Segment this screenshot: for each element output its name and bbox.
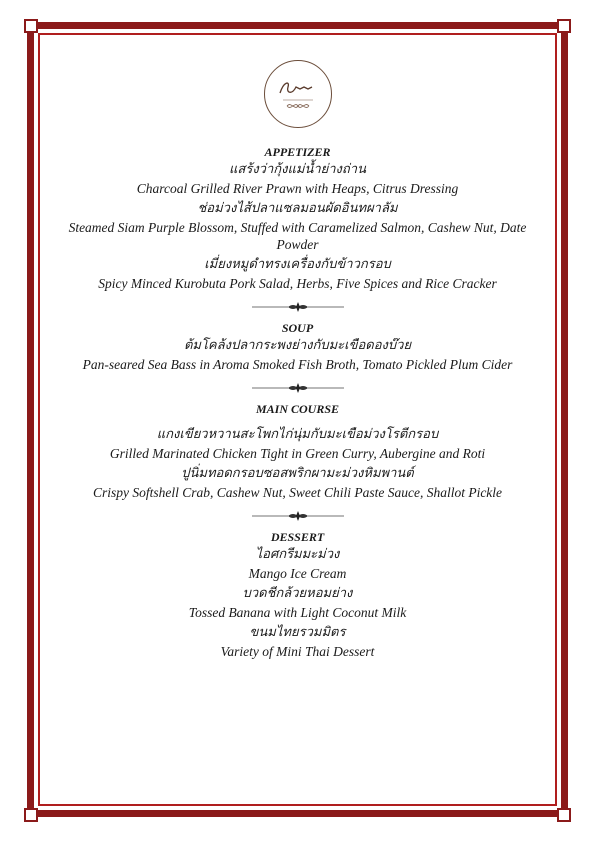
dish-thai-name: แสร้งว่ากุ้งแม่น้ำย่างถ่าน [229, 162, 366, 177]
section-heading: MAIN COURSE [255, 402, 340, 416]
logo-script-icon [276, 77, 320, 99]
dish-thai-name: แกงเขียวหวานสะโพกไก่นุ่มกับมะเขือม่วงโรตีกรอบ [156, 427, 439, 442]
corner-ornament [24, 808, 38, 822]
saffron-logo-icon [264, 60, 332, 128]
dish-english-name: Pan-seared Sea Bass in Aroma Smoked Fish Broth, Tomato Pickled Plum Cider [82, 357, 513, 372]
dish-english-name: Spicy Minced Kurobuta Pork Salad, Herbs, Five Spices and Rice Cracker [98, 276, 497, 291]
section-dessert [40, 529, 555, 660]
section-main-course [40, 401, 555, 501]
section-heading: SOUP [281, 321, 314, 335]
section-soup [40, 320, 555, 373]
dish-thai-name: ขนมไทยรวมมิตร [249, 625, 346, 640]
ornamental-divider [40, 379, 555, 397]
dish-thai-name: ต้มโคล้งปลากระพงย่างกับมะเขือดองบ๊วย [183, 338, 412, 353]
dish-thai-name: ช่อม่วงไส้ปลาแซลมอนผัดอินทผาลัม [197, 201, 398, 216]
dish-thai-name: ไอศกรีมมะม่วง [255, 547, 340, 562]
dish-english-name: Variety of Mini Thai Dessert [220, 644, 375, 659]
dish-english-name: Grilled Marinated Chicken Tight in Green Curry, Aubergine and Roti [109, 446, 486, 461]
knot-icon [285, 101, 311, 111]
corner-ornament [557, 19, 571, 33]
dish-thai-name: ปูนิ่มทอดกรอบซอสพริกผามะม่วงหิมพานต์ [181, 466, 414, 481]
corner-ornament [24, 19, 38, 33]
section-heading: APPETIZER [264, 145, 331, 159]
corner-ornament [557, 808, 571, 822]
dish-thai-name: เมี่ยงหมูดำทรงเครื่องกับข้าวกรอบ [204, 257, 391, 272]
ornamental-divider [40, 507, 555, 525]
menu-content [40, 144, 555, 662]
dish-english-name: Mango Ice Cream [248, 566, 347, 581]
flourish-icon [248, 382, 348, 394]
dish-english-name: Crispy Softshell Crab, Cashew Nut, Sweet Chili Paste Sauce, Shallot Pickle [92, 485, 503, 500]
logo-container [0, 60, 595, 128]
dish-thai-name: บวดชีกล้วยหอมย่าง [242, 586, 353, 601]
section-appetizer [40, 144, 555, 292]
ornamental-divider [40, 298, 555, 316]
dish-english-name: Charcoal Grilled River Prawn with Heaps, Citrus Dressing [136, 181, 459, 196]
flourish-icon [248, 510, 348, 522]
flourish-icon [248, 301, 348, 313]
section-heading: DESSERT [270, 530, 325, 544]
dish-english-name: Steamed Siam Purple Blossom, Stuffed with Caramelized Salmon, Cashew Nut, Date Powder [68, 220, 527, 252]
dish-english-name: Tossed Banana with Light Coconut Milk [188, 605, 407, 620]
